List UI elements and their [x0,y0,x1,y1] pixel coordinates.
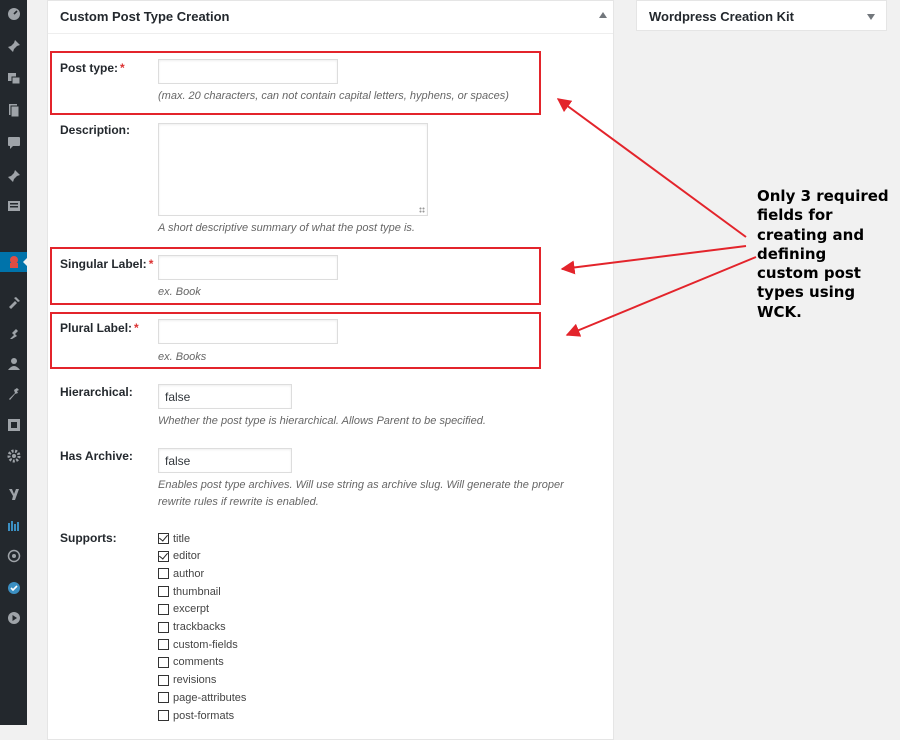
resize-grip-icon[interactable] [419,207,425,213]
media-icon[interactable] [0,68,27,88]
annotation-line: defining [757,244,827,263]
hierarchical-hint: Whether the post type is hierarchical. Allows Parent to be specified. [158,415,486,427]
play-icon[interactable] [0,608,27,628]
gallery-icon[interactable] [0,546,27,566]
supports-option-label: post-formats [173,709,235,722]
supports-option-label: revisions [173,674,217,687]
pin-icon[interactable] [0,36,27,56]
wordpress-creation-kit-box [636,0,887,31]
box-header [48,1,613,34]
supports-option[interactable] [158,601,209,618]
supports-option[interactable] [158,530,190,547]
plural-label-input[interactable] [158,319,338,344]
yoast-icon[interactable] [0,484,27,504]
check-icon[interactable] [0,578,27,598]
supports-option-label: editor [173,550,201,563]
supports-checkbox[interactable] [158,675,169,686]
has-archive-hint: Enables post type archives. Will use string as archive slug. Will generate the proper rewrite rules if rewrite is enabled. [158,479,564,508]
comments-icon[interactable] [0,133,27,153]
supports-checkbox[interactable] [158,657,169,668]
supports-option[interactable] [158,565,204,582]
description-textarea[interactable] [158,123,428,216]
supports-checkbox[interactable] [158,551,169,562]
annotation-line: custom post [757,264,861,283]
supports-option-label: custom-fields [173,638,238,651]
supports-checkbox[interactable] [158,639,169,650]
box-title: Custom Post Type Creation [60,9,230,24]
settings-icon[interactable] [0,415,27,435]
supports-option-label: excerpt [173,603,210,616]
stats-icon[interactable] [0,515,27,535]
annotation-line: fields for [757,206,833,225]
singular-label-hint: ex. Book [158,286,201,298]
annotation-line: WCK. [757,302,802,321]
supports-option[interactable] [158,548,201,565]
forms-icon[interactable] [0,196,27,216]
supports-option[interactable] [158,654,224,671]
supports-option[interactable] [158,636,238,653]
post-type-label: Post type: * [60,61,125,75]
annotation-text [757,187,897,322]
supports-option[interactable] [158,689,246,706]
wck-icon[interactable] [0,252,27,272]
supports-option-label: author [173,567,205,580]
supports-option[interactable] [158,583,221,600]
pin-icon[interactable] [0,166,27,186]
supports-option-label: comments [173,656,224,669]
admin-sidebar [0,0,27,725]
annotation-line: creating and [757,225,865,244]
supports-checkbox[interactable] [158,533,169,544]
post-type-hint: (max. 20 characters, can not contain capital letters, hyphens, or spaces) [158,90,509,102]
plural-label-label: Plural Label: * [60,321,139,335]
singular-label-label: Singular Label: * [60,257,154,271]
description-hint: A short descriptive summary of what the post type is. [158,222,415,234]
post-type-input[interactable] [158,59,338,84]
hierarchical-label: Hierarchical: [60,385,133,399]
supports-option[interactable] [158,619,226,636]
supports-checkbox[interactable] [158,692,169,703]
annotation-line: Only 3 required [757,187,889,205]
supports-checkbox[interactable] [158,604,169,615]
plugins-icon[interactable] [0,323,27,343]
gear-icon[interactable] [0,446,27,466]
supports-label: Supports: [60,531,117,545]
supports-option-label: thumbnail [173,585,221,598]
supports-option-label: trackbacks [173,621,226,633]
supports-option-label: page-attributes [173,691,247,704]
description-label: Description: [60,123,131,137]
hierarchical-input[interactable] [158,384,292,409]
annotation-line: types using [757,283,856,302]
appearance-icon[interactable] [0,292,27,312]
supports-checkbox[interactable] [158,622,169,633]
has-archive-input[interactable] [158,448,292,473]
tools-icon[interactable] [0,384,27,404]
supports-checkbox[interactable] [158,710,169,721]
supports-option-label: title [173,532,191,545]
custom-post-type-creation-box [47,0,614,740]
pages-icon[interactable] [0,100,27,120]
supports-checkbox[interactable] [158,586,169,597]
has-archive-label: Has Archive: [60,449,133,463]
expand-toggle-icon[interactable] [867,14,875,20]
dashboard-icon[interactable] [0,4,27,24]
supports-checkbox[interactable] [158,568,169,579]
singular-label-input[interactable] [158,255,338,280]
supports-option[interactable] [158,672,216,689]
supports-option[interactable] [158,707,234,724]
plural-label-hint: ex. Books [158,351,207,363]
side-box-title: Wordpress Creation Kit [649,9,794,24]
users-icon[interactable] [0,354,27,374]
collapse-toggle-icon[interactable] [599,12,607,18]
